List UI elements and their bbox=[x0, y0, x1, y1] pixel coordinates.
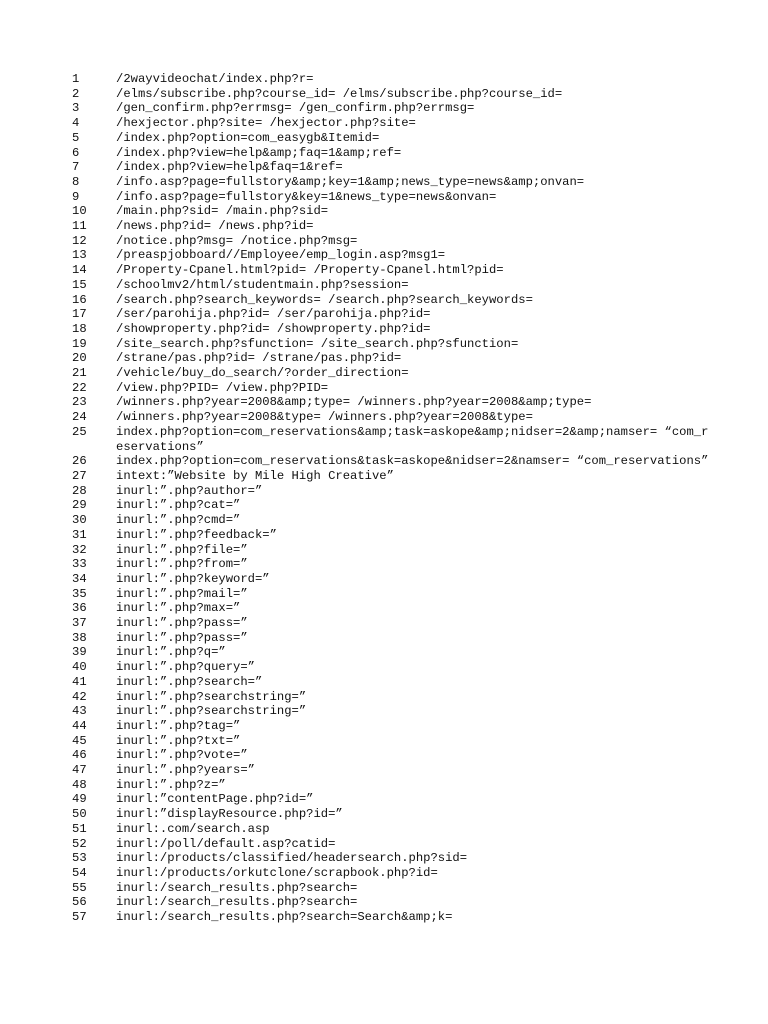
line-text: inurl:”.php?tag=” bbox=[116, 718, 241, 733]
document-line bbox=[72, 866, 712, 881]
line-number: 51 bbox=[72, 821, 87, 836]
document-line bbox=[72, 337, 712, 352]
line-text: /winners.php?year=2008&amp;type= /winners.php?year=2008&amp;type= bbox=[116, 395, 592, 410]
line-text: inurl:”.php?keyword=” bbox=[116, 571, 270, 586]
line-text: /Property-Cpanel.html?pid= /Property-Cpanel.html?pid= bbox=[116, 263, 504, 278]
line-text: inurl:”.php?vote=” bbox=[116, 748, 248, 763]
document-line bbox=[72, 881, 712, 896]
line-text: inurl:”.php?mail=” bbox=[116, 586, 248, 601]
document-line bbox=[72, 763, 712, 778]
line-text: inurl:”.php?txt=” bbox=[116, 733, 241, 748]
line-text: inurl:”.php?q=” bbox=[116, 645, 226, 660]
line-text: inurl:”.php?pass=” bbox=[116, 616, 248, 631]
line-text: inurl:/search_results.php?search= bbox=[116, 880, 358, 895]
line-text: /view.php?PID= /view.php?PID= bbox=[116, 380, 329, 395]
document-line bbox=[72, 616, 712, 631]
line-text: intext:”Website by Mile High Creative” bbox=[116, 468, 394, 483]
line-text: inurl:”.php?author=” bbox=[116, 483, 263, 498]
line-number: 39 bbox=[72, 645, 87, 660]
document-line bbox=[72, 278, 712, 293]
line-text: /vehicle/buy_do_search/?order_direction= bbox=[116, 366, 409, 381]
line-text: inurl:”.php?query=” bbox=[116, 660, 255, 675]
document-line bbox=[72, 454, 712, 469]
document-line bbox=[72, 675, 712, 690]
line-number: 50 bbox=[72, 807, 87, 822]
line-text: /schoolmv2/html/studentmain.php?session= bbox=[116, 277, 409, 292]
line-text: /hexjector.php?site= /hexjector.php?site= bbox=[116, 116, 416, 131]
line-number: 7 bbox=[72, 160, 80, 175]
line-number: 44 bbox=[72, 718, 87, 733]
document-line bbox=[72, 660, 712, 675]
line-number: 33 bbox=[72, 557, 87, 572]
line-text: /search.php?search_keywords= /search.php?search_keywords= bbox=[116, 292, 533, 307]
line-number: 16 bbox=[72, 292, 87, 307]
document-line bbox=[72, 851, 712, 866]
document-line bbox=[72, 484, 712, 499]
line-number: 20 bbox=[72, 351, 87, 366]
line-number: 48 bbox=[72, 777, 87, 792]
document-line bbox=[72, 704, 712, 719]
line-text: inurl:”.php?searchstring=” bbox=[116, 689, 307, 704]
line-number: 11 bbox=[72, 219, 87, 234]
line-number: 38 bbox=[72, 630, 87, 645]
line-number: 55 bbox=[72, 880, 87, 895]
line-text: inurl:”.php?years=” bbox=[116, 763, 255, 778]
line-number: 30 bbox=[72, 513, 87, 528]
document-line bbox=[72, 395, 712, 410]
line-number: 24 bbox=[72, 410, 87, 425]
line-text: /index.php?option=com_easygb&Itemid= bbox=[116, 130, 380, 145]
line-text: inurl:/search_results.php?search= bbox=[116, 895, 358, 910]
line-text: inurl:/products/orkutclone/scrapbook.php?id= bbox=[116, 865, 438, 880]
document-line bbox=[72, 498, 712, 513]
line-text: /news.php?id= /news.php?id= bbox=[116, 219, 314, 234]
document-line bbox=[72, 587, 712, 602]
line-text: inurl:”.php?z=” bbox=[116, 777, 226, 792]
line-text: inurl:”displayResource.php?id=” bbox=[116, 807, 343, 822]
line-number: 35 bbox=[72, 586, 87, 601]
line-number: 15 bbox=[72, 277, 87, 292]
document-line bbox=[72, 410, 712, 425]
line-text: /info.asp?page=fullstory&amp;key=1&amp;news_type=news&amp;onvan= bbox=[116, 174, 585, 189]
line-text: index.php?option=com_reservations&task=askope&nidser=2&namser= “com_reservations” bbox=[116, 454, 709, 469]
document-line bbox=[72, 160, 712, 175]
line-number: 54 bbox=[72, 865, 87, 880]
line-number: 2 bbox=[72, 86, 80, 101]
line-text: inurl:/poll/default.asp?catid= bbox=[116, 836, 336, 851]
line-number: 3 bbox=[72, 101, 80, 116]
line-text: inurl:/products/classified/headersearch.php?sid= bbox=[116, 851, 468, 866]
document-line bbox=[72, 690, 712, 705]
document-line bbox=[72, 645, 712, 660]
document-line bbox=[72, 528, 712, 543]
line-text: inurl:”contentPage.php?id=” bbox=[116, 792, 314, 807]
line-text: /site_search.php?sfunction= /site_search.php?sfunction= bbox=[116, 336, 519, 351]
line-number: 45 bbox=[72, 733, 87, 748]
document-line bbox=[72, 351, 712, 366]
document-line bbox=[72, 175, 712, 190]
document-line bbox=[72, 543, 712, 558]
line-number: 28 bbox=[72, 483, 87, 498]
line-text: inurl:”.php?cat=” bbox=[116, 498, 241, 513]
document-line bbox=[72, 72, 712, 87]
line-number: 49 bbox=[72, 792, 87, 807]
document-line bbox=[72, 572, 712, 587]
line-number: 13 bbox=[72, 248, 87, 263]
line-number: 19 bbox=[72, 336, 87, 351]
line-text: /info.asp?page=fullstory&key=1&news_type=news&onvan= bbox=[116, 189, 497, 204]
line-number: 34 bbox=[72, 571, 87, 586]
line-text: /index.php?view=help&amp;faq=1&amp;ref= bbox=[116, 145, 402, 160]
document-line bbox=[72, 307, 712, 322]
line-number: 46 bbox=[72, 748, 87, 763]
line-text: inurl:”.php?searchstring=” bbox=[116, 704, 307, 719]
line-text: /index.php?view=help&faq=1&ref= bbox=[116, 160, 343, 175]
line-number: 27 bbox=[72, 468, 87, 483]
document-line bbox=[72, 837, 712, 852]
line-number: 53 bbox=[72, 851, 87, 866]
line-number: 57 bbox=[72, 910, 87, 925]
line-number: 26 bbox=[72, 454, 87, 469]
document-line bbox=[72, 778, 712, 793]
document-line bbox=[72, 293, 712, 308]
line-text: inurl:”.php?search=” bbox=[116, 674, 263, 689]
document-line bbox=[72, 601, 712, 616]
document-line bbox=[72, 131, 712, 146]
document-line bbox=[72, 204, 712, 219]
line-number: 5 bbox=[72, 130, 80, 145]
line-text: /elms/subscribe.php?course_id= /elms/subscribe.php?course_id= bbox=[116, 86, 563, 101]
line-text: /preaspjobboard//Employee/emp_login.asp?msg1= bbox=[116, 248, 446, 263]
document-line bbox=[72, 469, 712, 484]
line-text: /main.php?sid= /main.php?sid= bbox=[116, 204, 329, 219]
line-text: inurl:”.php?file=” bbox=[116, 542, 248, 557]
line-number: 52 bbox=[72, 836, 87, 851]
document-line bbox=[72, 748, 712, 763]
line-number: 6 bbox=[72, 145, 80, 160]
document-line bbox=[72, 116, 712, 131]
line-text: index.php?option=com_reservations&amp;task=askope&amp;nidser=2&amp;namser= “com_reservations” bbox=[116, 424, 709, 454]
line-number: 31 bbox=[72, 527, 87, 542]
document-line bbox=[72, 631, 712, 646]
document-line bbox=[72, 792, 712, 807]
line-number: 37 bbox=[72, 616, 87, 631]
document-line bbox=[72, 557, 712, 572]
document-line bbox=[72, 895, 712, 910]
document-line bbox=[72, 822, 712, 837]
line-number: 25 bbox=[72, 424, 87, 439]
line-number: 9 bbox=[72, 189, 80, 204]
line-number: 1 bbox=[72, 72, 80, 86]
line-number: 4 bbox=[72, 116, 80, 131]
line-number: 41 bbox=[72, 674, 87, 689]
line-number: 32 bbox=[72, 542, 87, 557]
line-text: inurl:”.php?cmd=” bbox=[116, 513, 241, 528]
document-line bbox=[72, 263, 712, 278]
document-line bbox=[72, 322, 712, 337]
line-text: /2wayvideochat/index.php?r= bbox=[116, 72, 314, 86]
line-number: 17 bbox=[72, 307, 87, 322]
line-text: inurl:”.php?feedback=” bbox=[116, 527, 277, 542]
line-text: /strane/pas.php?id= /strane/pas.php?id= bbox=[116, 351, 402, 366]
line-number: 18 bbox=[72, 321, 87, 336]
line-text: inurl:”.php?from=” bbox=[116, 557, 248, 572]
document-line bbox=[72, 234, 712, 249]
document-line bbox=[72, 248, 712, 263]
document-line bbox=[72, 719, 712, 734]
document-line bbox=[72, 425, 712, 454]
line-number: 22 bbox=[72, 380, 87, 395]
line-number: 56 bbox=[72, 895, 87, 910]
document-page bbox=[72, 72, 712, 925]
line-text: inurl:/search_results.php?search=Search&amp;k= bbox=[116, 910, 453, 925]
line-text: /winners.php?year=2008&type= /winners.php?year=2008&type= bbox=[116, 410, 533, 425]
document-line bbox=[72, 146, 712, 161]
line-number: 12 bbox=[72, 233, 87, 248]
line-number: 40 bbox=[72, 660, 87, 675]
document-line bbox=[72, 219, 712, 234]
line-text: /ser/parohija.php?id= /ser/parohija.php?id= bbox=[116, 307, 431, 322]
line-number: 8 bbox=[72, 174, 80, 189]
document-line bbox=[72, 101, 712, 116]
document-line bbox=[72, 87, 712, 102]
line-text: inurl:”.php?pass=” bbox=[116, 630, 248, 645]
line-number: 43 bbox=[72, 704, 87, 719]
line-number: 14 bbox=[72, 263, 87, 278]
line-number: 36 bbox=[72, 601, 87, 616]
line-number: 21 bbox=[72, 366, 87, 381]
line-number: 29 bbox=[72, 498, 87, 513]
line-number: 42 bbox=[72, 689, 87, 704]
line-number: 23 bbox=[72, 395, 87, 410]
document-line bbox=[72, 734, 712, 749]
line-number: 10 bbox=[72, 204, 87, 219]
document-line bbox=[72, 807, 712, 822]
document-line bbox=[72, 190, 712, 205]
document-line bbox=[72, 513, 712, 528]
line-text: /showproperty.php?id= /showproperty.php?id= bbox=[116, 321, 431, 336]
document-line bbox=[72, 910, 712, 925]
document-line bbox=[72, 366, 712, 381]
line-text: inurl:.com/search.asp bbox=[116, 821, 270, 836]
line-text: inurl:”.php?max=” bbox=[116, 601, 241, 616]
document-line bbox=[72, 381, 712, 396]
line-text: /notice.php?msg= /notice.php?msg= bbox=[116, 233, 358, 248]
line-number: 47 bbox=[72, 763, 87, 778]
line-text: /gen_confirm.php?errmsg= /gen_confirm.php?errmsg= bbox=[116, 101, 475, 116]
